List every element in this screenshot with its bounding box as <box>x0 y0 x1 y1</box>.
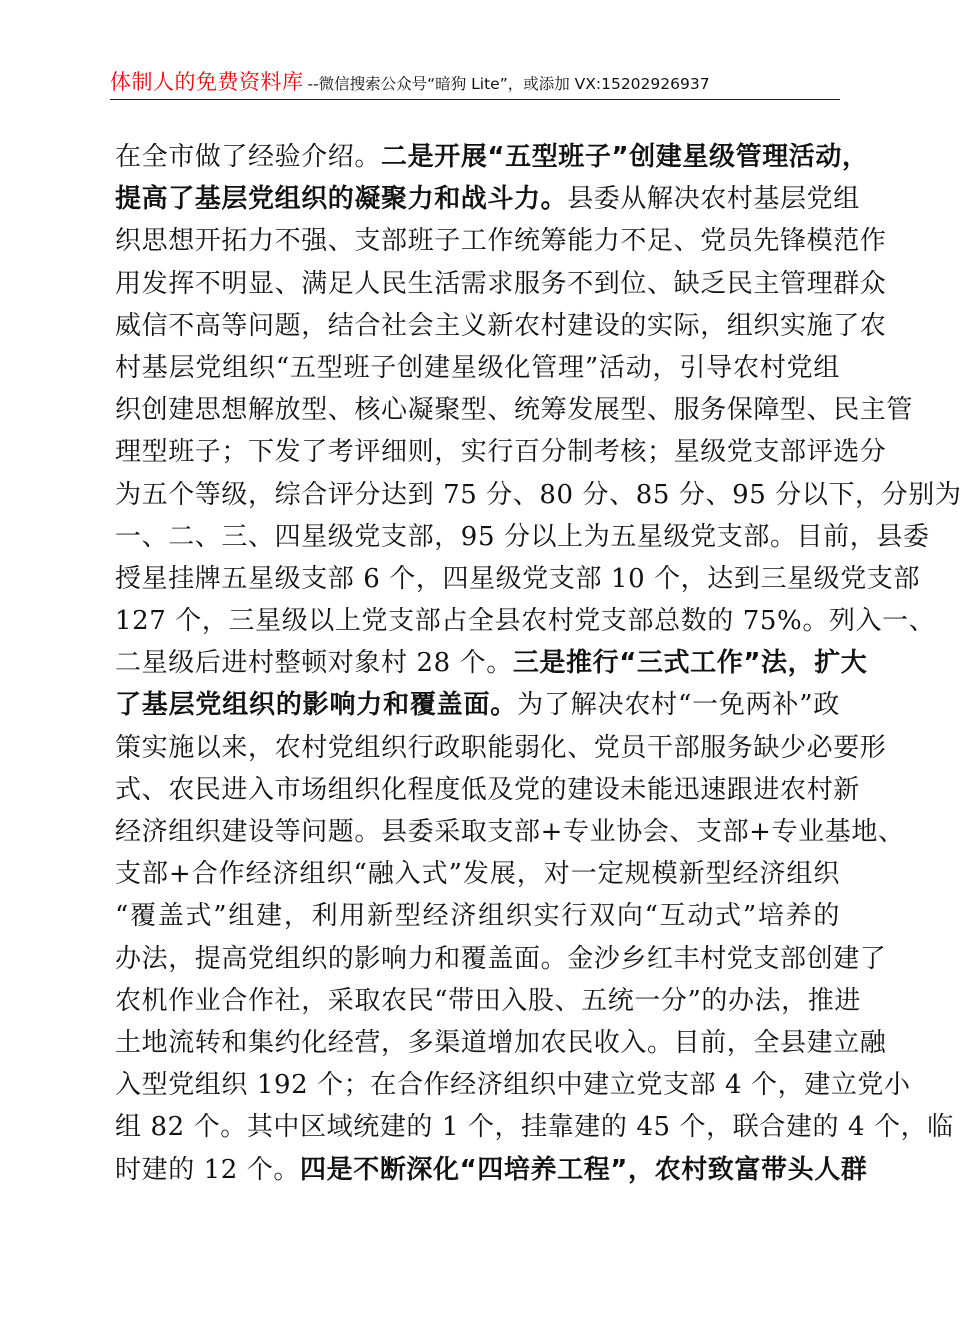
text-run: 织创建思想解放型、核心凝聚型、统筹发展型、服务保障型、民主管 <box>115 395 914 426</box>
text-run: “覆盖式”组建，利用新型经济组织实行双向“互动式”培养的 <box>115 901 840 932</box>
text-run: 土地流转和集约化经营，多渠道增加农民收入。目前，全县建立融 <box>115 1027 887 1058</box>
text-run: 织思想开拓力不强、支部班子工作统筹能力不足、党员先锋模范作 <box>115 226 887 257</box>
text-run: 村基层党组织“五型班子创建星级化管理”活动，引导农村党组 <box>115 352 840 383</box>
header-brand: 体制人的免费资料库 <box>110 70 304 94</box>
text-run: 时建的 12 个。 <box>115 1154 301 1185</box>
text-line <box>115 136 869 178</box>
text-line <box>115 980 861 1022</box>
text-run: 理型班子；下发了考评细则，实行百分制考核；星级党支部评选分 <box>115 437 887 468</box>
text-line <box>115 684 840 726</box>
header-note: --微信搜索公众号“暗狗 Lite”，或添加 VX:15202926937 <box>307 75 710 93</box>
text-run: 一、二、三、四星级党支部，95 分以上为五星级党支部。目前，县委 <box>115 521 930 552</box>
text-run: 二星级后进村整顿对象村 28 个。 <box>115 648 513 679</box>
text-line <box>115 769 860 811</box>
text-run: 入型党组织 192 个；在合作经济组织中建立党支部 4 个，建立党小 <box>115 1070 911 1101</box>
bold-text-run: 三是推行“三式工作”法，扩大 <box>512 648 868 679</box>
text-line <box>115 263 887 305</box>
text-line <box>115 1064 911 1106</box>
text-run: 经济组织建设等问题。县委采取支部+专业协会、支部+专业基地、 <box>115 817 905 847</box>
text-line <box>115 895 840 937</box>
text-run: 县委从解决农村基层党组 <box>567 184 860 215</box>
bold-text-run: 二是开展“五型班子”创建星级管理活动， <box>381 142 869 172</box>
bold-text-run: 了基层党组织的影响力和覆盖面。 <box>115 690 518 721</box>
text-line <box>115 178 860 220</box>
text-line <box>115 558 921 600</box>
text-run: 农机作业合作社，采取农民“带田入股、五统一分”的办法，推进 <box>115 985 861 1016</box>
text-line <box>115 474 961 516</box>
text-run: 组 82 个。其中区域统建的 1 个，挂靠建的 45 个，联合建的 4 个，临 <box>115 1112 954 1143</box>
page-header <box>110 66 840 100</box>
bold-text-run: 提高了基层党组织的凝聚力和战斗力。 <box>115 184 568 215</box>
text-run: 授星挂牌五星级支部 6 个，四星级党支部 10 个，达到三星级党支部 <box>115 563 921 594</box>
text-run: 用发挥不明显、满足人民生活需求服务不到位、缺乏民主管理群众 <box>115 268 887 299</box>
text-run: 支部+合作经济组织“融入式”发展，对一定规模新型经济组织 <box>115 859 840 890</box>
text-run: 办法，提高党组织的影响力和覆盖面。金沙乡红丰村党支部创建了 <box>115 943 887 974</box>
text-line <box>115 1106 954 1148</box>
text-line <box>115 220 887 262</box>
header-divider <box>110 99 840 100</box>
text-line <box>115 389 914 431</box>
text-line <box>115 431 887 473</box>
text-run: 式、农民进入市场组织化程度低及党的建设未能迅速跟进农村新 <box>115 774 860 805</box>
bold-text-run: 四是不断深化“四培养工程”，农村致富带头人群 <box>300 1154 868 1185</box>
text-run: 策实施以来，农村党组织行政职能弱化、党员干部服务缺少必要形 <box>115 732 887 763</box>
text-line <box>115 727 887 769</box>
text-line <box>115 600 936 642</box>
text-run: 127 个，三星级以上党支部占全县农村党支部总数的 75%。列入一、 <box>115 606 936 637</box>
text-line <box>115 938 887 980</box>
text-line <box>115 853 840 895</box>
text-run: 为了解决农村“一免两补”政 <box>517 690 840 721</box>
text-run: 威信不高等问题，结合社会主义新农村建设的实际，组织实施了农 <box>115 310 887 341</box>
text-line <box>115 1149 868 1191</box>
document-body <box>115 136 961 1191</box>
text-line <box>115 811 905 853</box>
text-line <box>115 305 887 347</box>
text-line <box>115 347 840 389</box>
text-line <box>115 642 868 684</box>
text-line <box>115 516 930 558</box>
text-line <box>115 1022 887 1064</box>
text-run: 在全市做了经验介绍。 <box>115 142 382 172</box>
text-run: 为五个等级，综合评分达到 75 分、80 分、85 分、95 分以下，分别为 <box>115 479 961 510</box>
